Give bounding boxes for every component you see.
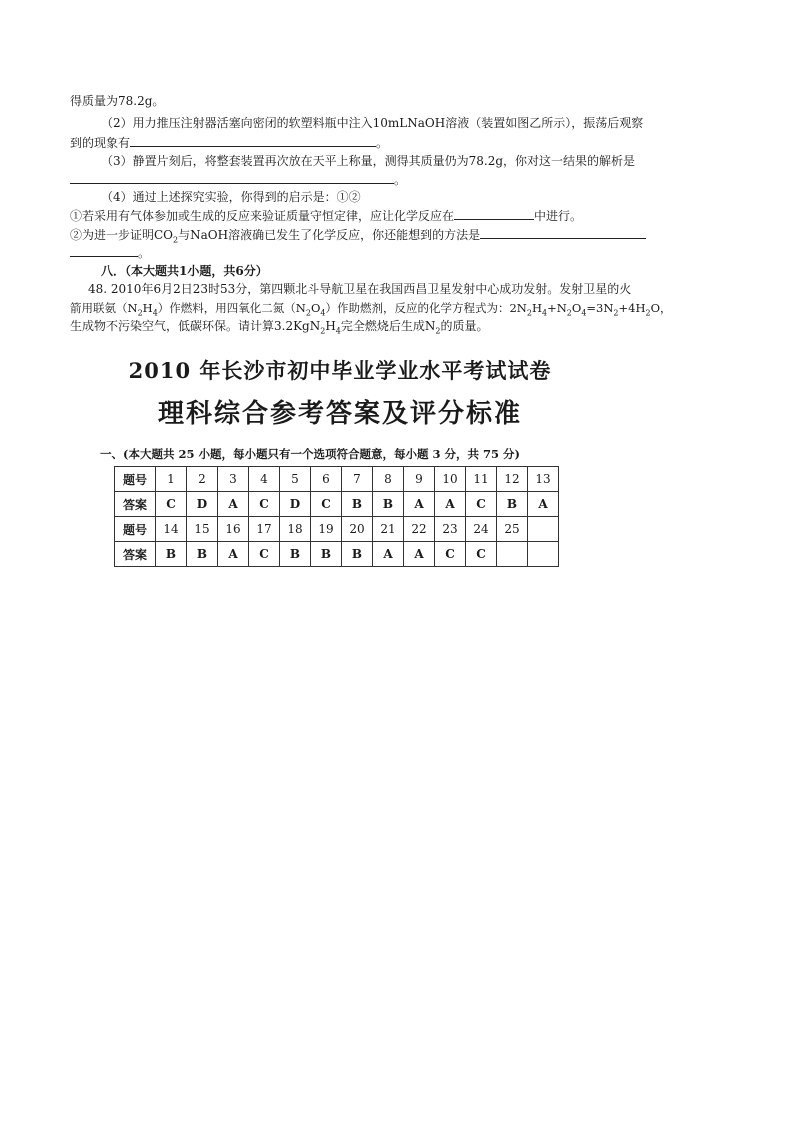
question-2-line-1: （2）用力推压注射器活塞向密闭的软塑料瓶中注入10mLNaOH溶液（装置如图乙所示），振荡后观察	[101, 116, 644, 130]
q48-sub3: 2	[305, 308, 311, 318]
text-line-mass: 得质量为78.2g。	[70, 94, 165, 108]
question-48-line-3	[70, 318, 489, 334]
question-4-item-2-continued	[70, 244, 150, 261]
q48-b3: ）作燃料，用四氧化二氮（N	[157, 301, 306, 315]
answer-cell: B	[280, 542, 311, 567]
question-number-cell: 12	[497, 467, 528, 492]
q48-b4: O	[310, 301, 321, 315]
question-2-prefix: 到的现象有	[70, 136, 131, 150]
answer-cell: D	[280, 492, 311, 517]
question-number-cell: 1	[156, 467, 187, 492]
row-label-answer: 答案	[115, 542, 156, 567]
question-number-cell: 22	[404, 517, 435, 542]
q48-sub7: 2	[566, 308, 572, 318]
question-number-cell: 11	[466, 467, 497, 492]
q4-2-a: ②为进一步证明CO	[70, 228, 174, 242]
q48-b9: =3N	[586, 301, 614, 315]
question-number-cell: 21	[373, 517, 404, 542]
q48-c-sub3: 2	[435, 326, 441, 336]
row-label-number: 题号	[115, 517, 156, 542]
question-number-cell: 13	[528, 467, 559, 492]
answer-cell: A	[435, 492, 466, 517]
answer-cell: B	[497, 492, 528, 517]
answer-cell: B	[187, 542, 218, 567]
table-row	[115, 492, 559, 517]
answer-cell	[528, 542, 559, 567]
answer-cell	[497, 542, 528, 567]
question-number-cell: 23	[435, 517, 466, 542]
question-3-end: 。	[394, 173, 407, 187]
question-number-cell: 6	[311, 467, 342, 492]
q48-c-sub1: 2	[320, 326, 326, 336]
answer-key-title: 2010 年长沙市初中毕业学业水平考试试卷	[128, 358, 552, 383]
answer-cell: C	[466, 492, 497, 517]
question-number-cell: 20	[342, 517, 373, 542]
q48-sub8: 4	[581, 308, 587, 318]
answer-cell: A	[528, 492, 559, 517]
table-row	[115, 542, 559, 567]
question-number-cell: 5	[280, 467, 311, 492]
q48-sub6: 4	[541, 308, 548, 318]
question-4-line: （4）通过上述探究实验，你得到的启示是：①②	[101, 190, 361, 204]
q48-b1: 箭用联氨（N	[70, 301, 138, 315]
q48-b5: ）作助燃剂，反应的化学方程式为：2N	[325, 301, 527, 315]
question-number-cell: 2	[187, 467, 218, 492]
question-number-cell: 17	[249, 517, 280, 542]
question-number-cell: 8	[373, 467, 404, 492]
answer-cell: C	[311, 492, 342, 517]
answer-cell: A	[218, 542, 249, 567]
q48-b11: O，	[650, 301, 672, 315]
answer-key-section-heading: 一、(本大题共 25 小题，每小题只有一个选项符合题意，每小题 3 分，共 75 分)	[100, 447, 520, 461]
question-2-suffix: 。	[376, 136, 389, 150]
answer-cell: C	[156, 492, 187, 517]
answer-blank-phenomenon[interactable]	[130, 134, 376, 147]
question-4-item-2	[70, 226, 646, 243]
question-number-cell: 9	[404, 467, 435, 492]
row-label-answer: 答案	[115, 492, 156, 517]
answer-cell: B	[156, 542, 187, 567]
question-48-line-1: 48. 2010年6月2日23时53分，第四颗北斗导航卫星在我国西昌卫星发射中心成功发射。发射卫星的火	[88, 282, 632, 296]
question-number-cell: 18	[280, 517, 311, 542]
q48-b10: +4H	[618, 301, 646, 315]
q48-b2: H	[142, 301, 153, 315]
q48-b8: O	[571, 301, 582, 315]
question-number-cell: 24	[466, 517, 497, 542]
answer-cell: A	[218, 492, 249, 517]
row-label-number: 题号	[115, 467, 156, 492]
question-number-cell: 10	[435, 467, 466, 492]
answer-cell: C	[249, 542, 280, 567]
question-number-cell: 19	[311, 517, 342, 542]
answer-cell: B	[373, 492, 404, 517]
answer-cell: C	[435, 542, 466, 567]
answer-cell: B	[342, 542, 373, 567]
table-row	[115, 517, 559, 542]
q4-2-b: 与NaOH溶液确已发生了化学反应，你还能想到的方法是	[178, 228, 481, 242]
question-3-line: （3）静置片刻后，将整套装置再次放在天平上称量，测得其质量仍为78.2g，你对这一结果的解析是	[101, 154, 636, 168]
q48-c4: 的质量。	[440, 319, 489, 333]
q48-sub10: 2	[645, 308, 651, 318]
answer-blank-method[interactable]	[480, 226, 646, 239]
q48-sub9: 2	[613, 308, 619, 318]
q4-2-end: 。	[138, 246, 151, 260]
question-number-cell: 16	[218, 517, 249, 542]
question-2-line-2	[70, 134, 388, 151]
answer-cell: D	[187, 492, 218, 517]
answer-table	[114, 466, 559, 567]
answer-key-subtitle: 理科综合参考答案及评分标准	[157, 399, 522, 429]
question-number-cell: 25	[497, 517, 528, 542]
answer-blank-container[interactable]	[454, 207, 534, 220]
question-number-cell	[528, 517, 559, 542]
question-48-line-2	[70, 300, 672, 316]
answer-cell: A	[373, 542, 404, 567]
q48-sub2: 4	[152, 308, 158, 318]
answer-cell: A	[404, 492, 435, 517]
question-number-cell: 7	[342, 467, 373, 492]
answer-cell: C	[466, 542, 497, 567]
question-4-item-1-suffix: 中进行。	[534, 209, 583, 223]
q48-sub4: 4	[320, 308, 326, 318]
question-number-cell: 4	[249, 467, 280, 492]
q48-c3: 完全燃烧后生成N	[340, 319, 436, 333]
q4-2-sub: 2	[173, 235, 179, 245]
question-number-cell: 15	[187, 517, 218, 542]
answer-cell: B	[311, 542, 342, 567]
q48-sub1: 2	[137, 308, 143, 318]
q48-sub5: 2	[526, 308, 532, 318]
q48-b7: +N	[547, 301, 567, 315]
answer-blank-method-continued[interactable]	[70, 244, 138, 257]
question-4-item-1	[70, 207, 582, 224]
question-number-cell: 14	[156, 517, 187, 542]
table-row	[115, 467, 559, 492]
answer-blank-explanation[interactable]	[70, 171, 394, 184]
answer-cell: C	[249, 492, 280, 517]
answer-cell: B	[342, 492, 373, 517]
section-8-heading: 八．（本大题共1小题，共6分）	[101, 264, 268, 278]
q48-c2: H	[325, 319, 336, 333]
q48-c-sub2: 4	[335, 326, 341, 336]
answer-cell: A	[404, 542, 435, 567]
question-3-answer-line	[70, 171, 406, 188]
q48-c1: 生成物不污染空气，低碳环保。请计算3.2KgN	[70, 319, 321, 333]
question-4-item-1-prefix: ①若采用有气体参加或生成的反应来验证质量守恒定律，应让化学反应在	[70, 209, 455, 223]
q48-b6: H	[531, 301, 542, 315]
question-number-cell: 3	[218, 467, 249, 492]
